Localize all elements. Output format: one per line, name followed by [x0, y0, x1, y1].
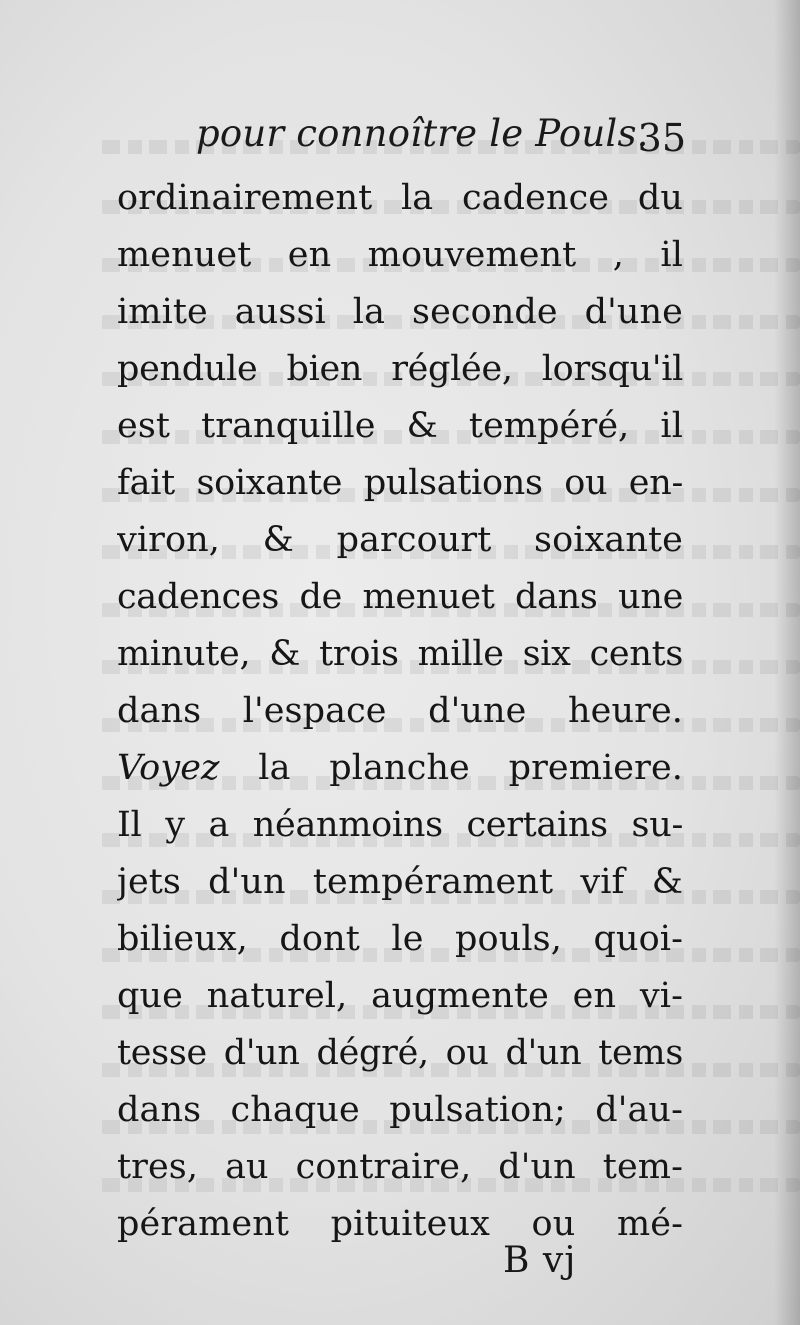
text-line: dans l'espace d'une heure.	[117, 691, 683, 731]
text-line: viron, & parcourt soixante	[117, 520, 683, 560]
text-line: dans chaque pulsation; d'au-	[117, 1090, 683, 1130]
text-line: minute, & trois mille six cents	[117, 634, 683, 674]
text-line: tesse d'un dégré, ou d'un tems	[117, 1033, 683, 1073]
body-text	[117, 170, 683, 1253]
voyez-word: Voyez	[117, 748, 220, 788]
text-line: bilieux, dont le pouls, quoi-	[117, 919, 683, 959]
text-line: pendule bien réglée, lorsqu'il	[117, 349, 683, 389]
running-head: pour connoître le Pouls.	[196, 112, 649, 155]
text-line: pérament pituiteux ou mé-	[117, 1204, 683, 1244]
text-line: ordinairement la cadence du	[117, 178, 683, 218]
text-line: Il y a néanmoins certains su-	[117, 805, 683, 845]
page-number: 35	[637, 116, 686, 160]
text-line: jets d'un tempérament vif &	[117, 862, 683, 902]
page-edge-shadow	[774, 0, 800, 1325]
text-line: fait soixante pulsations ou en-	[117, 463, 683, 503]
text-line-voyez	[117, 740, 683, 797]
text-line: menuet en mouvement , il	[117, 235, 683, 275]
text-line: que naturel, augmente en vi-	[117, 976, 683, 1016]
signature-mark: B vj	[503, 1240, 577, 1281]
text-line: est tranquille & tempéré, il	[117, 406, 683, 446]
voyez-rest: la planche premiere.	[258, 748, 683, 788]
text-line: cadences de menuet dans une	[117, 577, 683, 617]
page-header	[196, 112, 686, 168]
text-line: imite aussi la seconde d'une	[117, 292, 683, 332]
text-line: tres, au contraire, d'un tem-	[117, 1147, 683, 1187]
